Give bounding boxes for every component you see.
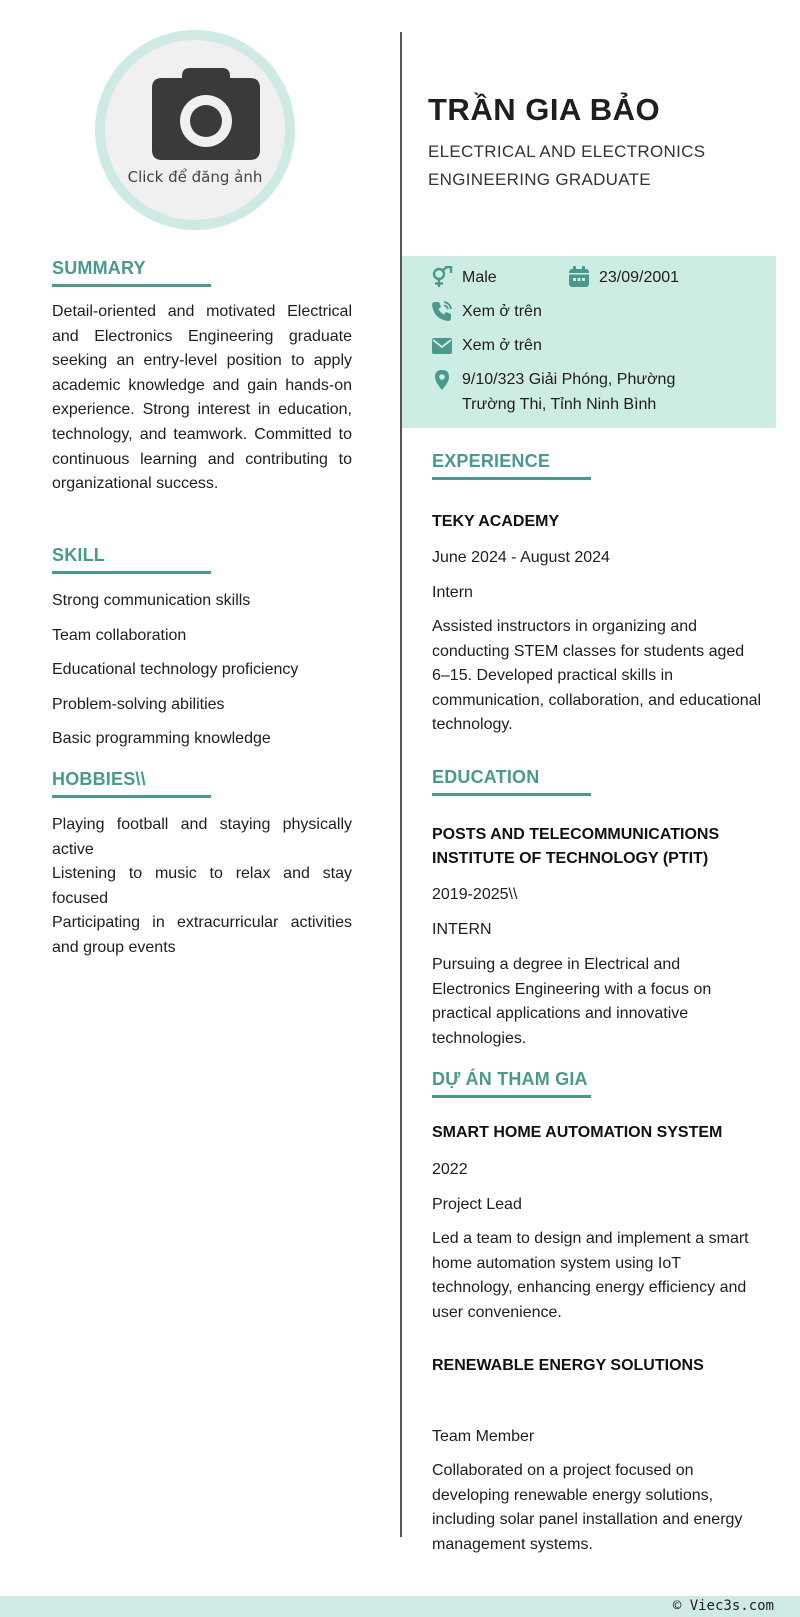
projects-section (432, 1069, 762, 1098)
skill-underline (52, 571, 211, 574)
project-period: 2022 (432, 1161, 468, 1178)
summary-heading: SUMMARY (52, 258, 146, 278)
education-period: 2019-2025\\ (432, 886, 518, 903)
project-role: Project Lead (432, 1196, 522, 1213)
skill-item: Educational technology proficiency (52, 661, 299, 679)
gender-icon (431, 266, 453, 288)
education-underline (432, 793, 591, 796)
project-description: Collaborated on a project focused on developing renewable energy solutions, including solar panel installation and energy management systems. (432, 1462, 743, 1553)
education-heading: EDUCATION (432, 767, 540, 787)
avatar-placeholder[interactable] (105, 40, 285, 220)
project-name: SMART HOME AUTOMATION SYSTEM (432, 1124, 723, 1141)
address-value: 9/10/323 Giải Phóng, Phường Trường Thi, Tỉnh Ninh Bình (462, 371, 676, 413)
summary-underline (52, 284, 211, 287)
hobby-list (52, 813, 352, 961)
experience-section (432, 451, 762, 480)
hobby-item: Listening to music to relax and stay focused (52, 865, 352, 907)
phone-icon (431, 300, 453, 322)
education-role: INTERN (432, 921, 492, 938)
avatar-upload[interactable] (95, 30, 295, 230)
dob-value: 23/09/2001 (599, 269, 680, 286)
experience-underline (432, 477, 591, 480)
hobby-item: Playing football and staying physically active (52, 816, 352, 858)
footer-credit: © Viec3s.com (672, 1598, 774, 1614)
skill-heading: SKILL (52, 545, 105, 565)
skill-list (52, 591, 352, 764)
email-value: Xem ở trên (462, 337, 542, 354)
gender-value: Male (462, 269, 497, 286)
projects-underline (432, 1095, 591, 1098)
camera-icon (152, 66, 260, 160)
skill-item: Problem-solving abilities (52, 695, 225, 713)
skill-section (52, 545, 352, 574)
education-section (432, 767, 762, 796)
job-title: ELECTRICAL AND ELECTRONICS ENGINEERING GRADUATE (428, 142, 706, 189)
footer-bar (0, 1596, 800, 1617)
experience-period: June 2024 - August 2024 (432, 549, 610, 566)
summary-text: Detail-oriented and motivated Electrical and Electronics Engineering graduate seeking an entry-level position to apply academic knowledge and gain hands-on experience. Strong interest in education, technology, and teamwork. Committed to continuous learning and contributing to organizational success. (52, 303, 352, 493)
skill-item: Team collaboration (52, 626, 187, 644)
avatar-caption: Click để đăng ảnh (127, 168, 263, 186)
skill-item: Strong communication skills (52, 592, 251, 609)
hobbies-underline (52, 795, 211, 798)
hobby-item: Participating in extracurricular activities and group events (52, 914, 352, 956)
contact-panel (402, 256, 776, 428)
experience-company: TEKY ACADEMY (432, 513, 560, 530)
projects-heading: DỰ ÁN THAM GIA (432, 1069, 588, 1089)
project-role: Team Member (432, 1428, 535, 1445)
hobbies-heading: HOBBIES\\ (52, 769, 146, 789)
education-description: Pursuing a degree in Electrical and Electronics Engineering with a focus on practical applications and innovative technologies. (432, 956, 712, 1047)
summary-section (52, 258, 352, 287)
calendar-icon (568, 266, 590, 288)
experience-heading: EXPERIENCE (432, 451, 551, 471)
education-school: POSTS AND TELECOMMUNICATIONS INSTITUTE OF TECHNOLOGY (PTIT) (432, 826, 720, 867)
hobbies-section (52, 769, 352, 798)
project-name: RENEWABLE ENERGY SOLUTIONS (432, 1357, 704, 1374)
location-icon (431, 369, 453, 391)
experience-description: Assisted instructors in organizing and conducting STEM classes for students aged 6–15. Developed practical skills in communication, collaboration, and educational technology. (432, 618, 762, 734)
project-description: Led a team to design and implement a smart home automation system using IoT technology, enhancing energy efficiency and user convenience. (432, 1230, 749, 1321)
candidate-name: TRẦN GIA BẢO (428, 92, 661, 127)
experience-role: Intern (432, 584, 473, 601)
email-icon (431, 335, 453, 357)
skill-item: Basic programming knowledge (52, 730, 271, 748)
phone-value: Xem ở trên (462, 303, 542, 320)
